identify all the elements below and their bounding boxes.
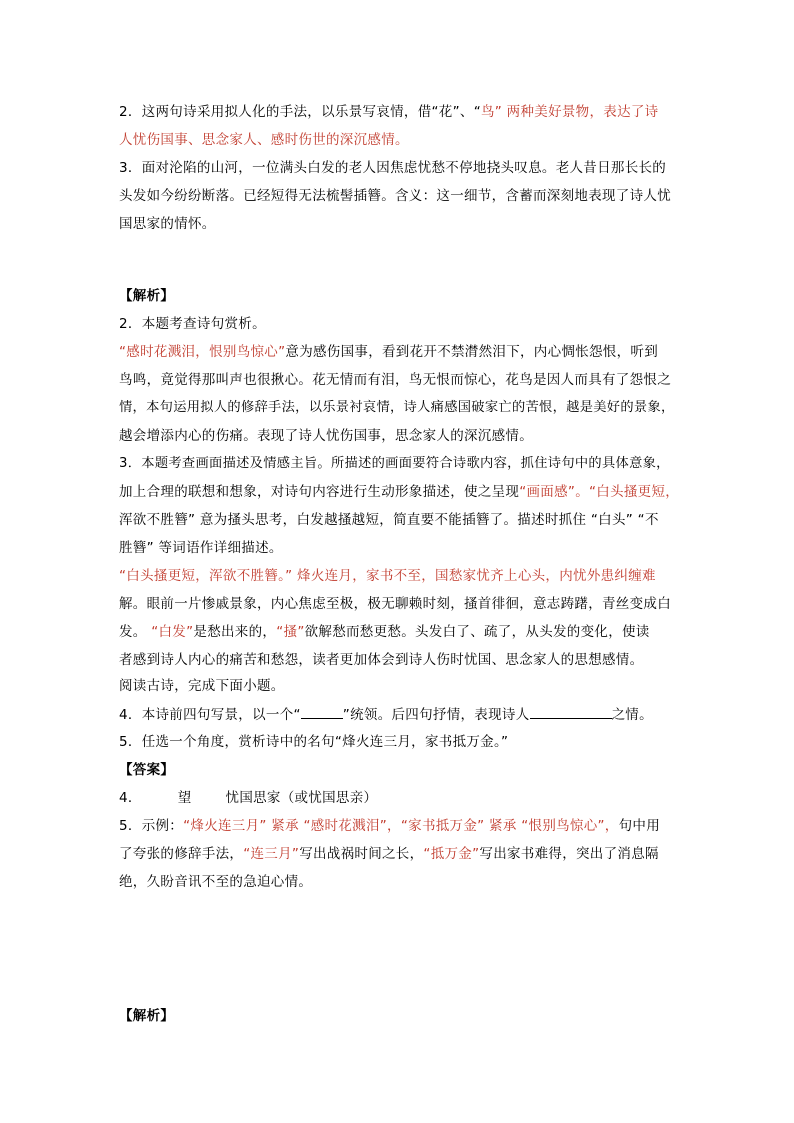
text: 写出战祸时间之长， — [299, 846, 424, 862]
analysis-3-line-2 — [119, 482, 679, 502]
text: 意为感伤国事，看到花开不禁潸然泪下，内心惆怅怨恨，听到 — [285, 344, 658, 360]
answer-3-line-3: 国思家的情怀。 — [119, 216, 216, 232]
text: 之情。 — [611, 707, 653, 723]
quote-text: “白发” — [151, 624, 194, 640]
reading-instruction: 阅读古诗，完成下面小题。 — [119, 678, 285, 694]
question-5: 5．任选一个角度，赏析诗中的名句“烽火连三月，家书抵万金。” — [119, 734, 509, 750]
quote-text: “感时花溅泪，恨别鸟惊心” — [119, 344, 286, 360]
text: 欲解愁而愁更愁。头发白了、疏了，从头发的变化，使读 — [304, 624, 650, 640]
answer-word: 望 — [177, 790, 192, 806]
analysis-3-line-5: “白头搔更短，浑欲不胜簪。” 烽火连月，家书不至，国愁家忧齐上心头，内忧外患纠缠难 — [119, 568, 656, 584]
text: 2．这两句诗采用拟人化的手法，以乐景写哀情，借 — [119, 104, 432, 120]
text: 句中用 — [618, 818, 661, 834]
text: 是愁出来的， — [193, 624, 277, 640]
section-heading-answer: 【答案】 — [119, 762, 175, 778]
text: 写出家书难得，突出了消息隔 — [479, 846, 659, 862]
quote-text: “连三月” — [243, 846, 300, 862]
fill-blank-2 — [530, 704, 612, 719]
answer-2-line-1 — [119, 102, 658, 122]
answer-5-line-2 — [119, 844, 659, 864]
section-heading-analysis: 【解析】 — [119, 288, 175, 304]
analysis-3-line-3: 浑欲不胜簪” 意为搔头思考，白发越搔越短，简直要不能插簪了。描述时抓住 “白头” “不 — [119, 512, 659, 528]
answer-5-line-3: 绝，久盼音讯不至的急迫心情。 — [119, 874, 313, 890]
section-heading-analysis-2: 【解析】 — [119, 1008, 175, 1024]
text: 了夸张的修辞手法， — [119, 846, 244, 862]
analysis-2-line-1 — [119, 342, 658, 362]
text: 加上合理的联想和想象，对诗句内容进行生动形象描述，使之呈现 — [119, 484, 520, 500]
text: 4．本诗前四句写景，以一个“ — [119, 707, 301, 723]
analysis-2-line-2: 鸟鸣，竟觉得那叫声也很揪心。花无情而有泪，鸟无恨而惊心，花鸟是因人而具有了怨恨之 — [119, 372, 671, 388]
quote-text: “烽火连三月” 紧承 “感时花溅泪”，“家书抵万金” 紧承 “恨别鸟惊心”， — [183, 818, 619, 834]
analysis-2-title: 2．本题考查诗句赏析。 — [119, 316, 266, 332]
text: 5．示例： — [119, 818, 184, 834]
quote-text: “搔” — [276, 624, 305, 640]
answer-3-line-1: 3．面对沦陷的山河，一位满头白发的老人因焦虑忧愁不停地挠头叹息。老人昔日那长长的 — [119, 160, 667, 176]
text: 4． — [119, 790, 142, 806]
highlight-text: 鸟” 两种美好景物，表达了诗 — [480, 104, 659, 120]
answer-2-line-2: 人忧伤国事、思念家人、感时伤世的深沉感情。 — [119, 132, 409, 148]
text: ”统领。后四句抒情，表现诗人 — [342, 707, 530, 723]
question-4 — [119, 704, 653, 725]
analysis-3-line-8: 者感到诗人内心的痛苦和愁怨，读者更加体会到诗人伤时忧国、思念家人的思想感情。 — [119, 652, 644, 668]
analysis-2-line-3: 情，本句运用拟人的修辞手法，以乐景衬哀情，诗人痛感国破家亡的苦恨，越是美好的景象， — [119, 400, 675, 415]
text: 发。 — [119, 624, 152, 640]
answer-4 — [119, 788, 377, 808]
answer-3-line-2: 头发如今纷纷断落。已经短得无法梳髻插簪。含义：这一细节，含蓄而深刻地表现了诗人忧 — [119, 188, 671, 204]
quote-text: “抵万金” — [423, 846, 480, 862]
answer-feeling: 忧国思家（或忧国思亲） — [225, 790, 378, 806]
answer-5-line-1 — [119, 816, 660, 836]
analysis-3-line-7 — [119, 622, 650, 642]
analysis-3-line-1: 3．本题考查画面描述及情感主旨。所描述的画面要符合诗歌内容，抓住诗句中的具体意象， — [119, 456, 670, 471]
analysis-3-line-4: 胜簪” 等词语作详细描述。 — [119, 540, 283, 556]
fill-blank-1 — [301, 704, 343, 719]
analysis-3-line-6: 解。眼前一片惨戚景象，内心焦虑至极，极无聊赖时刻，搔首徘徊，意志踌躇，青丝变成白 — [119, 596, 671, 612]
analysis-2-line-4: 越会增添内心的伤痛。表现了诗人忧伤国事，思念家人的深沉感情。 — [119, 428, 533, 444]
quote-text: “画面感”。“白头搔更短， — [519, 484, 680, 500]
text: “花”、“ — [431, 104, 481, 120]
